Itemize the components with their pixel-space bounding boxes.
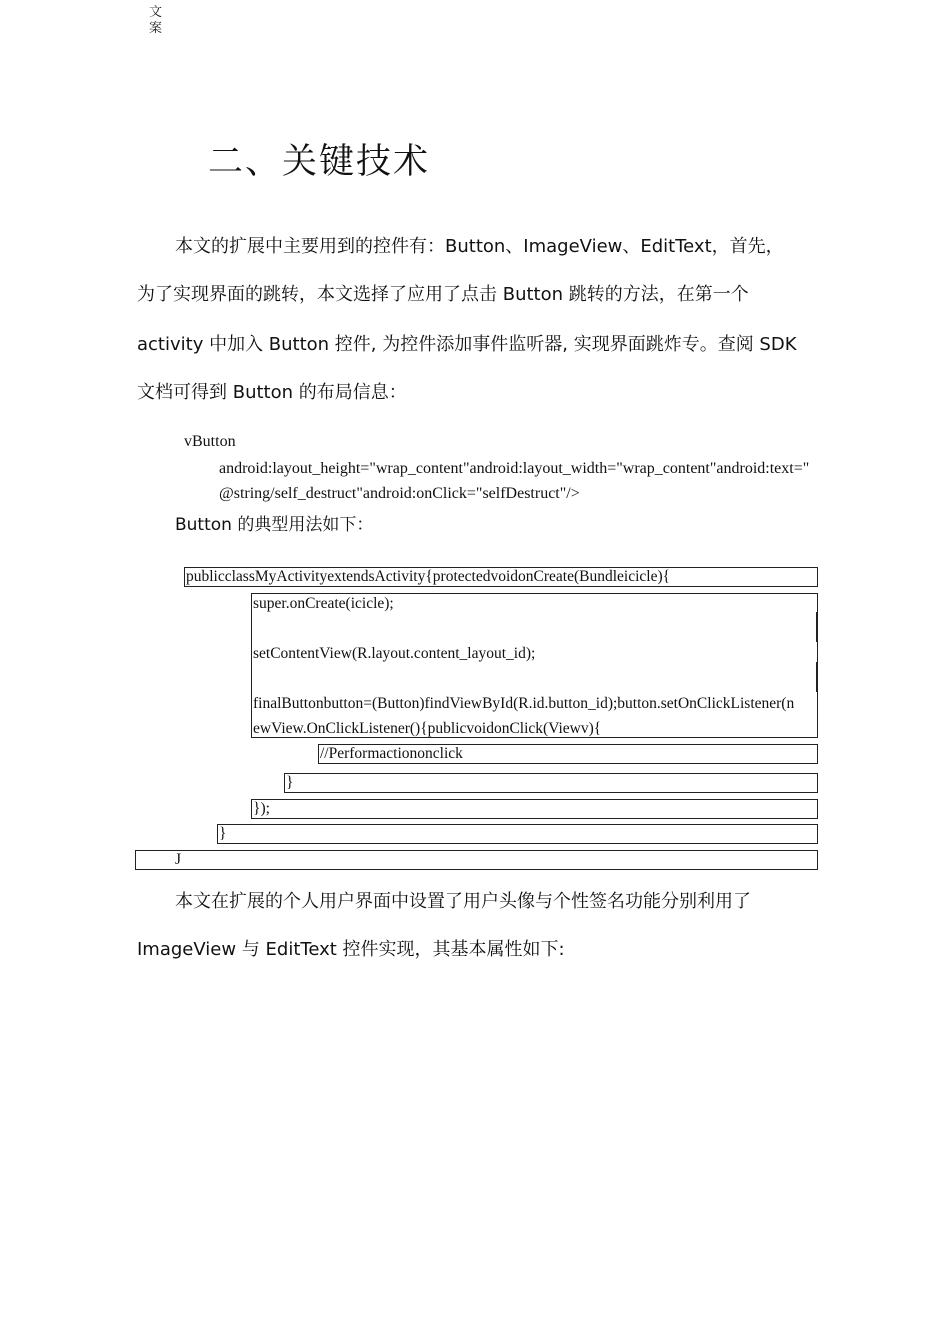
para2-line1: 本文在扩展的个人用户界面中设置了用户头像与个性签名功能分别利用了	[175, 891, 751, 912]
usage-intro: Button 的典型用法如下：	[175, 515, 374, 535]
layout-code-line2: android:layout_height="wrap_content"android:layout_width="wrap_content"android:text="	[219, 460, 810, 477]
code-box-1	[184, 567, 818, 587]
code-line-2: super.onCreate(icicle);	[253, 595, 394, 612]
code-box-2-right-edge-b	[816, 662, 818, 692]
para1-line1: 本文的扩展中主要用到的控件有：Button、ImageView、EditText，首先，	[175, 236, 784, 257]
code-box-7	[251, 799, 818, 819]
code-line-1: publicclassMyActivityextendsActivity{protectedvoidonCreate(Bundleicicle){	[186, 568, 671, 585]
code-box-2-right-edge-a	[816, 612, 818, 642]
header-corner-text: 文 案	[149, 5, 163, 36]
code-line-8: }	[219, 825, 227, 842]
code-box-9	[135, 850, 818, 870]
layout-code-line3: @string/self_destruct"android:onClick="selfDestruct"/>	[219, 485, 580, 502]
code-line-7: });	[253, 800, 270, 817]
code-box-5	[318, 744, 818, 764]
layout-code-line1: vButton	[184, 433, 236, 450]
section-heading: 二、关键技术	[208, 142, 431, 182]
para1-line2: 为了实现界面的跳转，本文选择了应用了点击 Button 跳转的方法，在第一个	[137, 284, 749, 305]
code-line-4b: ewView.OnClickListener(){publicvoidonClick(Viewv){	[253, 720, 602, 737]
code-line-9: J	[175, 851, 182, 868]
para1-line3: activity 中加入 Button 控件, 为控件添加事件监听器, 实现界面跳炸专。查阅 SDK	[137, 334, 797, 355]
code-box-8	[217, 824, 818, 844]
code-line-4a: finalButtonbutton=(Button)findViewById(R.id.button_id);button.setOnClickListener(n	[253, 695, 795, 712]
code-line-6: }	[286, 774, 294, 791]
code-line-3: setContentView(R.layout.content_layout_id);	[253, 645, 536, 662]
para1-line4: 文档可得到 Button 的布局信息：	[137, 382, 407, 403]
para2-line2: ImageView 与 EditText 控件实现，其基本属性如下:	[137, 939, 565, 960]
code-box-2	[251, 593, 818, 738]
code-box-6	[284, 773, 818, 793]
code-line-5: //Performactiononclick	[320, 745, 463, 762]
